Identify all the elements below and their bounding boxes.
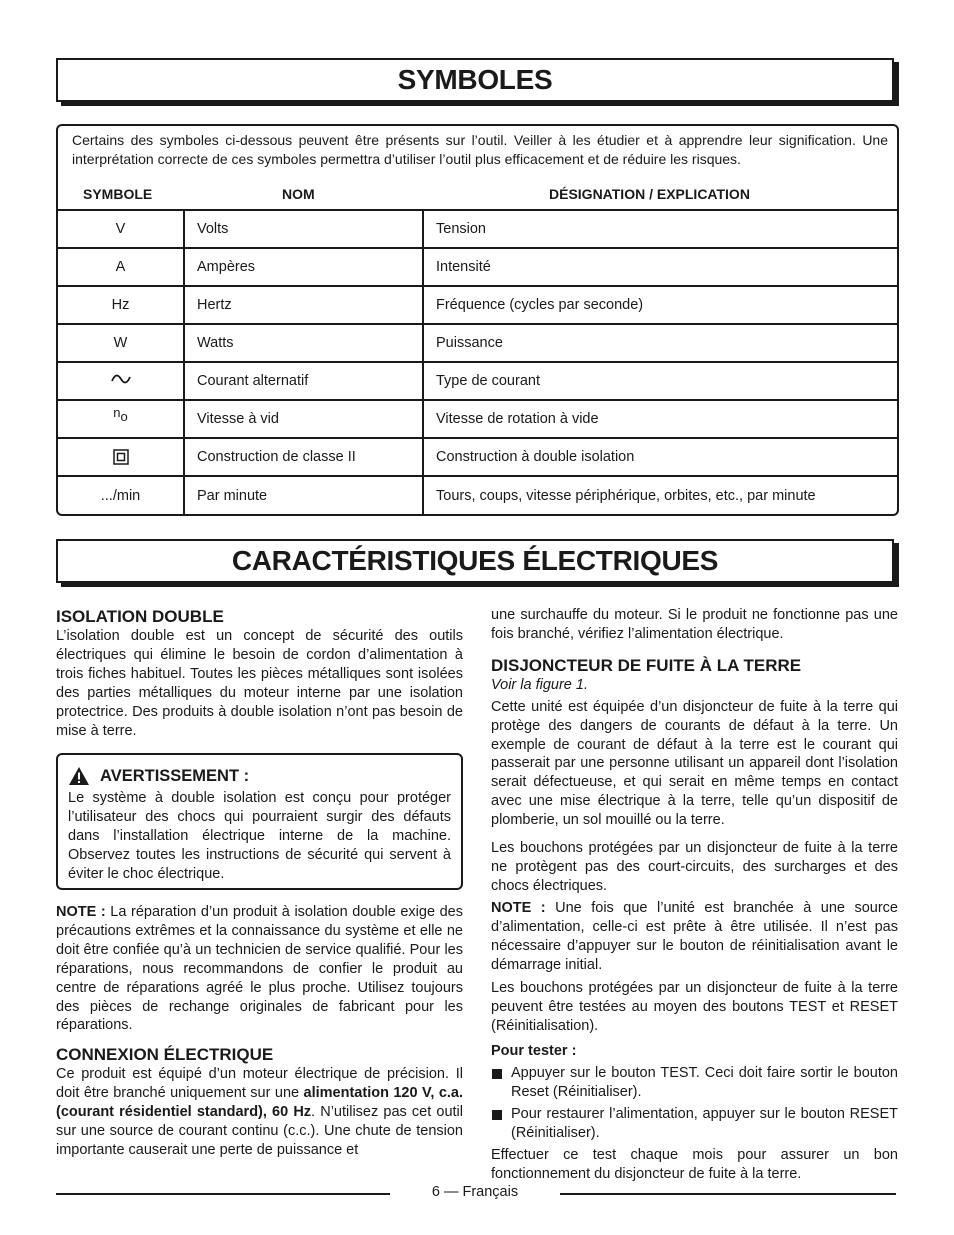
desc-cell: Puissance — [423, 324, 899, 362]
table-row — [57, 476, 899, 514]
caracteristiques-banner — [56, 539, 894, 583]
warning-text: Le système à double isolation est conçu pour protéger l’utilisateur des chocs qui pourraient surgir des défauts dans l’installation électrique interne de la machine. Observez toutes les instructions de sécurité qui servent à éviter le choc électrique. — [68, 790, 451, 882]
note-double-isolation — [56, 903, 463, 1035]
warning-title-row — [68, 765, 451, 787]
alternating-current-icon — [111, 373, 131, 385]
disjoncteur-p4: Effectuer ce test chaque mois pour assurer un bon fonctionnement du disjoncteur de fuite à la terre. — [491, 1146, 898, 1182]
header-symbole: SYMBOLE — [83, 186, 153, 202]
table-row — [57, 400, 899, 438]
table-row — [57, 438, 899, 476]
disjoncteur-heading: DISJONCTEUR DE FUITE À LA TERRE — [491, 655, 802, 675]
symbol-cell — [57, 438, 184, 476]
footer-rule-right — [560, 1193, 896, 1195]
figure-reference: Voir la figure 1. — [491, 676, 588, 693]
name-cell: Watts — [184, 324, 423, 362]
desc-cell: Tension — [423, 210, 899, 248]
name-cell: Ampères — [184, 248, 423, 286]
table-row — [57, 286, 899, 324]
table-row — [57, 210, 899, 248]
desc-cell: Intensité — [423, 248, 899, 286]
desc-cell: Vitesse de rotation à vide — [423, 400, 899, 438]
connexion-heading: CONNEXION ÉLECTRIQUE — [56, 1045, 274, 1064]
connexion-text-bold: alimentation 120 V, c.a. (courant résidentiel standard), 60 Hz — [56, 1084, 463, 1120]
name-cell: Hertz — [184, 286, 423, 324]
symbol-cell: V — [57, 210, 184, 248]
symbol-cell: .../min — [57, 476, 184, 514]
header-nom: NOM — [282, 186, 315, 202]
desc-cell: Type de courant — [423, 362, 899, 400]
isolation-section — [56, 607, 463, 740]
warning-triangle-icon — [68, 766, 90, 786]
disjoncteur-note-text: Une fois que l’unité est branchée à une source d’alimentation, celle-ci est prête à être utilisée. Il n’est pas nécessaire d’appuyer sur le bouton de réinitialisation avant le démarrage initial. — [491, 899, 898, 973]
disjoncteur-p2: Les bouchons protégées par un disjoncteur de fuite à la terre ne protègent pas des court-circuits, des surcharges et des chocs électriques. — [491, 840, 898, 894]
disjoncteur-p1: Cette unité est équipée d’un disjoncteur de fuite à la terre qui protège des dangers de courants de défaut à la terre. Un exemple de courant de défaut à la terre est le courant qui passerait par une personne utilisant un appareil dont l’isolation serait défectueuse, et qui serait en même temps en contact avec une mise électrique à la terre, telle qu’un dispositif de plomberie, un sol mouillé ou la terre. — [491, 698, 898, 829]
symboles-banner — [56, 58, 894, 102]
symbol-table-box — [56, 124, 899, 516]
no-load-speed-symbol: no — [113, 405, 128, 424]
connexion-text-continued: une surchauffe du moteur. Si le produit ne fonctionne pas une fois branché, vérifiez l’alimentation électrique. — [491, 607, 898, 642]
name-cell: Par minute — [184, 476, 423, 514]
note-label: NOTE : — [491, 899, 546, 916]
class-ii-construction-icon — [113, 449, 129, 465]
symboles-title: SYMBOLES — [397, 64, 553, 95]
test-label: Pour tester : — [491, 1043, 577, 1060]
symbol-cell — [57, 362, 184, 400]
name-cell: Vitesse à vid — [184, 400, 423, 438]
name-cell: Volts — [184, 210, 423, 248]
isolation-heading: ISOLATION DOUBLE — [56, 607, 224, 626]
symbol-cell — [57, 400, 184, 438]
caracteristiques-title: CARACTÉRISTIQUES ÉLECTRIQUES — [231, 545, 719, 576]
footer-rule-left — [56, 1193, 390, 1195]
symbol-cell: Hz — [57, 286, 184, 324]
page-number: 6 — Français — [431, 1184, 519, 1200]
desc-cell: Fréquence (cycles par seconde) — [423, 286, 899, 324]
table-row — [57, 362, 899, 400]
note-text: La réparation d’un produit à isolation double exige des précautions extrêmes et la connaissance du système et elle ne doit être confiée qu’à un technicien de service qualifié. Pour les réparations, nous recommandons de confier le produit au centre de réparations agréé le plus proche. Utilisez toujours des pièces de rechange originales de fabricant pour les réparations. — [56, 904, 463, 1034]
connexion-text-a: Ce produit est équipé d’un moteur électrique de précision. Il doit être branché uniquement sur une — [56, 1066, 463, 1101]
name-cell: Construction de classe II — [184, 438, 423, 476]
right-column — [491, 606, 898, 1183]
list-item: Pour restaurer l’alimentation, appuyer sur le bouton RESET (Réinitialiser). — [491, 1105, 898, 1143]
name-cell: Courant alternatif — [184, 362, 423, 400]
warning-title: AVERTISSEMENT : — [100, 766, 250, 785]
test-steps-list — [491, 1064, 898, 1143]
header-designation: DÉSIGNATION / EXPLICATION — [549, 186, 750, 202]
connexion-section — [56, 1045, 463, 1160]
desc-cell: Tours, coups, vitesse périphérique, orbites, etc., par minute — [423, 476, 899, 514]
isolation-text: L’isolation double est un concept de sécurité des outils électriques qui élimine le besoin de cordon d’alimentation à trois fiches habituel. Toutes les pièces métalliques sont isolées des parties métalliques du moteur interne par une isolation protectrice. Des produits à double isolation n’ont pas besoin de mise à terre. — [56, 628, 463, 739]
disjoncteur-p3: Les bouchons protégées par un disjoncteur de fuite à la terre peuvent être testées au moyen des boutons TEST et RESET (Réinitialisation). — [491, 980, 898, 1035]
desc-cell: Construction à double isolation — [423, 438, 899, 476]
symbol-table — [56, 209, 899, 514]
symbol-intro: Certains des symboles ci-dessous peuvent être présents sur l’outil. Veiller à les étudier et à apprendre leur signification. Une interprétation correcte de ces symboles permettra d’utiliser l’outil plus efficacement et de réduire les risques. — [72, 132, 888, 167]
note-label: NOTE : — [56, 904, 106, 920]
list-item: Appuyer sur le bouton TEST. Ceci doit faire sortir le bouton Reset (Réinitialiser). — [491, 1064, 898, 1102]
warning-box — [56, 753, 463, 890]
symbol-cell: W — [57, 324, 184, 362]
table-row — [57, 324, 899, 362]
table-row — [57, 248, 899, 286]
symbol-cell: A — [57, 248, 184, 286]
connexion-text-b: . N’utilisez pas cet outil sur une source de courant continu (c.c.). Une chute de tension importante causerait une perte de puissance et — [56, 1103, 463, 1158]
